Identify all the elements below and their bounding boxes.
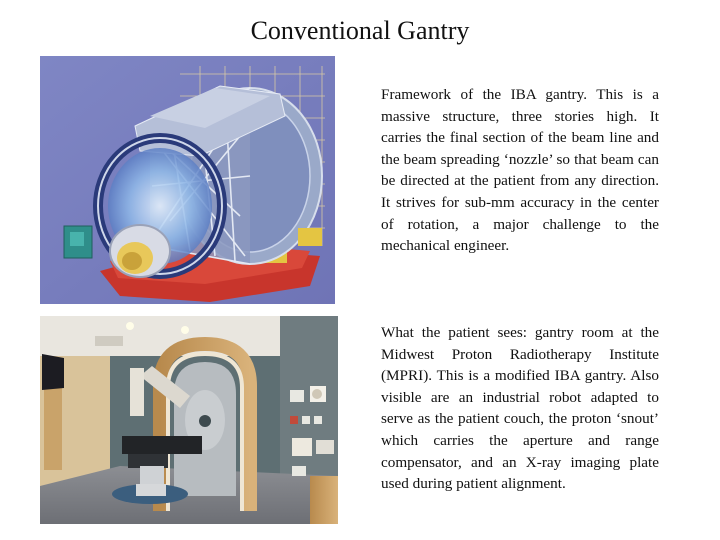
gantry-room-photo bbox=[40, 316, 338, 524]
gantry-framework-illustration bbox=[40, 56, 335, 304]
slide-title: Conventional Gantry bbox=[250, 16, 470, 45]
gantry-room-illustration bbox=[40, 316, 338, 524]
gantry-framework-caption: Framework of the IBA gantry. This is a massive structure, three stories high. It carries the final section of the beam line and the beam spreading ‘nozzle’ so that beam can be directed at the patient from any direction. It strives for sub-mm accuracy in the center of rotation, a major challenge to the mechanical engineer. bbox=[381, 86, 659, 255]
gantry-room-caption: What the patient sees: gantry room at the Midwest Proton Radiotherapy Institute (MPRI). This is a modified IBA gantry. Also visible are an industrial robot adapted to serve as the patient couch, the proton ‘snout’ which carries the aperture and range compensator, and an X-ray imaging plate used during patient alignment. bbox=[381, 324, 659, 493]
gantry-framework-image bbox=[40, 56, 335, 304]
